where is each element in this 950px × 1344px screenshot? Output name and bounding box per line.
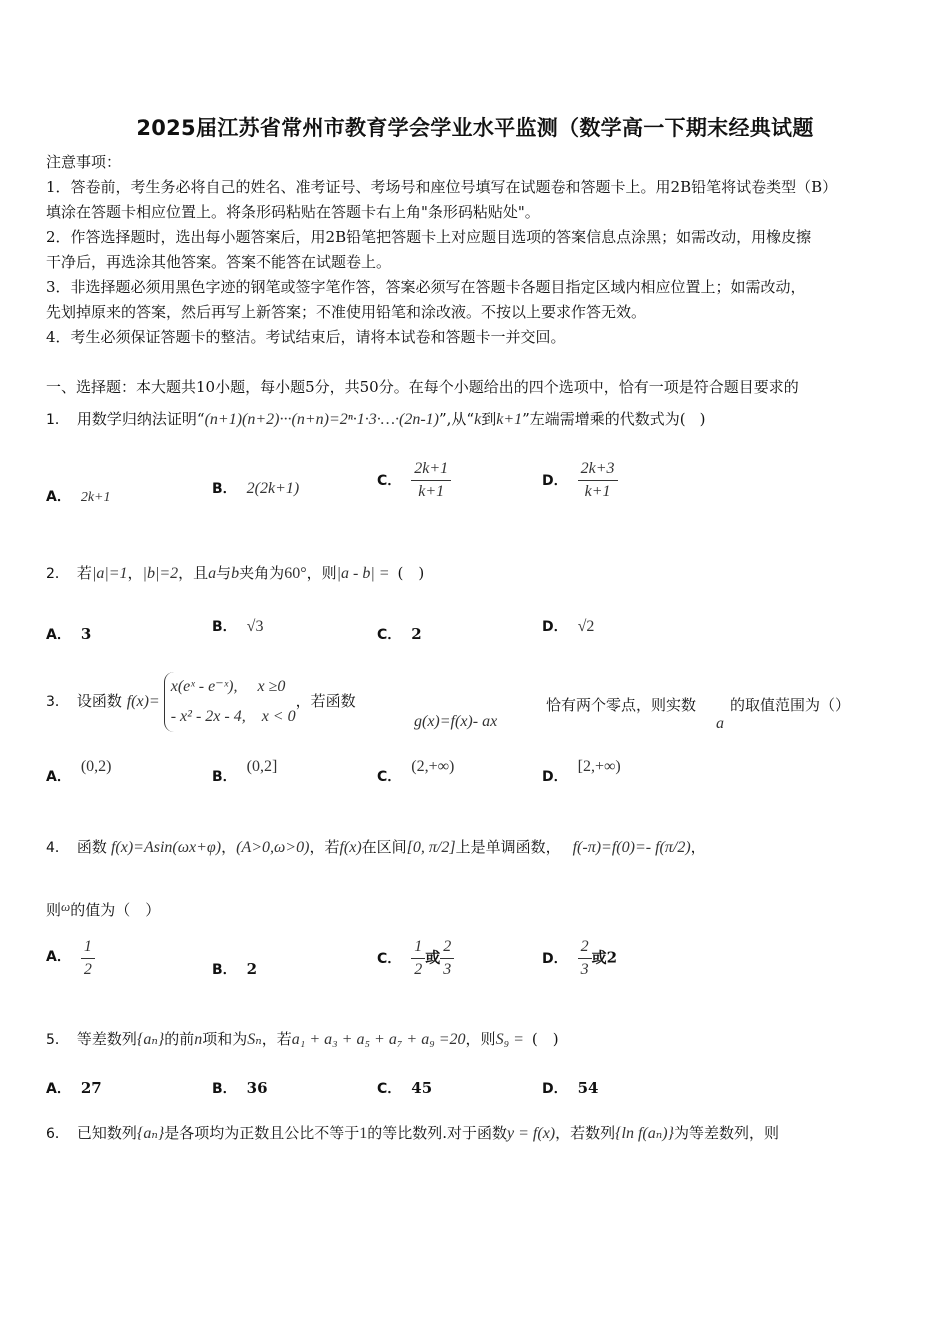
question-text: ，且 [178,564,209,582]
math-expression: (A>0,ω>0) [236,839,310,856]
option-value: 3 [80,625,92,643]
question-text: 到 [481,410,497,428]
denominator: 2 [83,961,92,978]
math-expression: {ln f(aₙ)} [615,1125,674,1142]
math-expression: y = f(x) [507,1125,556,1142]
fraction [411,936,425,981]
question-text: ”左端需增乘的代数式为( [522,410,686,428]
option-b [212,1078,268,1098]
question-text: 用数学归纳法证明“ [76,410,205,428]
option-label: B． [212,619,237,635]
denominator: 3 [443,961,452,978]
question-3 [46,672,356,732]
question-text: ”,从“ [439,410,475,428]
numerator: 2k+3 [578,458,618,481]
option-label: B． [212,769,237,785]
notice-line: 先划掉原来的答案，然后再写上新答案；不准使用铅笔和涂改液。不按以上要求作答无效。 [46,303,647,321]
question-text: 与 [216,564,232,582]
denominator: 2 [414,961,423,978]
option-value: 2 [411,625,422,643]
question-text: 等差数列 [76,1030,137,1048]
option-label: A． [46,769,71,785]
fraction [578,458,618,503]
option-label: C． [377,627,402,643]
math-expression: ω [61,899,71,914]
option-d [542,756,621,785]
option-value: 45 [411,1079,433,1097]
option-a [46,936,95,981]
question-number: 1． [46,412,69,428]
question-3-tail [546,694,696,715]
question-text: 是各项均为正数且公比不等于 [164,1124,360,1142]
question-text: ) [699,410,706,428]
math-expression: 60° [284,565,307,582]
math-expression: k [474,411,482,428]
math-expression: f(x) [339,839,362,856]
question-number: 5． [46,1032,69,1048]
question-1 [46,408,706,429]
option-label: B． [212,481,237,497]
question-text: ，若 [309,838,340,856]
question-number: 4． [46,840,69,856]
piecewise-function [164,672,296,732]
question-text: 的取值范围为（） [730,696,851,714]
denominator: k+1 [584,483,611,500]
math-expression: a [716,715,724,732]
math-expression: 1 [359,1125,368,1142]
option-a [46,486,111,506]
option-d [542,1078,599,1098]
option-value: 27 [80,1079,102,1097]
question-number: 6． [46,1126,69,1142]
option-b [212,616,263,636]
question-text: ，若 [261,1030,292,1048]
math-expression: Sₙ [247,1031,262,1048]
option-label: B． [212,1081,237,1097]
math-expression: f(-π)=f(0)=- f(π/2) [572,839,691,856]
option-label: D． [542,769,568,785]
option-d [542,616,594,636]
question-text: 已知数列 [76,1124,137,1142]
option-label: A． [46,489,71,505]
option-b [212,756,278,785]
option-c [377,1078,432,1098]
option-b [212,478,299,498]
option-label: D． [542,472,568,489]
option-value: 或 [591,948,607,967]
question-text: 的值为（ ） [70,901,161,919]
option-value: 2(2k+1) [246,480,300,497]
question-text: ， [690,838,706,856]
numerator: 1 [411,936,425,959]
math-expression: (n+1)(n+2)···(n+n)=2ⁿ·1·3·…·(2n-1) [204,411,439,428]
notice-line: 4．考生必须保证答题卡的整洁。考试结束后，请将本试卷和答题卡一并交回。 [46,328,566,346]
section-heading: 一、选择题：本大题共10小题，每小题5分，共50分。在每个小题给出的四个选项中，恰有一项是符合题目要求的 [46,378,799,396]
question-text: 在区间 [361,838,407,856]
option-label: D． [542,950,568,967]
math-expression: f(x)= [126,693,160,710]
option-c [377,936,454,981]
option-value: 2 [246,960,258,978]
question-4 [46,836,706,857]
question-text: ( ) [531,1030,559,1048]
option-label: A． [46,948,71,965]
fraction [411,458,451,503]
math-expression: a [208,565,217,582]
question-text: ，则 [465,1030,496,1048]
math-expression: a₁ + a₃ + a₅ + a₇ + a₉ =20 [291,1031,466,1048]
question-3-var [716,714,724,733]
question-text: ， [221,838,237,856]
option-a [46,624,91,644]
question-number: 3． [46,694,69,710]
question-4-line2 [46,899,160,920]
question-text: 若 [76,564,92,582]
math-expression: b [231,565,240,582]
math-expression: {aₙ} [136,1031,165,1048]
option-label: C． [377,769,402,785]
denominator: k+1 [418,483,445,500]
option-value: 54 [577,1079,599,1097]
option-value: [2,+∞) [577,758,621,775]
fraction [81,936,95,981]
page-title: 2025届江苏省常州市教育学会学业水平监测（数学高一下期末经典试题 [136,116,814,140]
notice-line: 干净后，再选涂其他答案。答案不能答在试题卷上。 [46,253,392,271]
question-2 [46,562,424,583]
option-value: 2k+1 [80,490,111,505]
option-label: B． [212,962,237,978]
question-text: ，若函数 [295,692,356,710]
option-value: (0,2] [246,758,278,775]
notice-line: 3．非选择题必须用黑色字迹的钢笔或签字笔作答，答案必须写在答题卡各题目指定区域内相应位置上；如需改动， [46,278,806,296]
option-value: 或 [425,948,441,967]
numerator: 2k+1 [411,458,451,481]
piecewise-row: x(eˣ - e⁻ˣ), x ≥0 [170,678,286,695]
option-c [377,624,422,644]
option-label: C． [377,950,402,967]
option-label: A． [46,627,71,643]
piecewise-row: - x² - 2x - 4, x < 0 [170,708,296,725]
numerator: 1 [81,936,95,959]
option-c [377,458,451,503]
question-text: 夹角为 [239,564,285,582]
question-text: 的前 [164,1030,195,1048]
math-expression: n [194,1031,203,1048]
question-text: 为等差数列，则 [673,1124,779,1142]
math-expression: f(x)=Asin(ωx+φ) [110,839,222,856]
question-text: ( ) [397,564,425,582]
question-text: ，若数列 [555,1124,616,1142]
question-3-g [414,712,497,731]
option-label: D． [542,619,568,635]
question-text: ，则 [306,564,337,582]
option-label: C． [377,472,402,489]
denominator: 3 [580,961,589,978]
question-5 [46,1028,559,1049]
math-expression: |b|=2 [142,565,179,582]
numerator: 2 [578,936,592,959]
option-d [542,936,617,981]
fraction [578,936,592,981]
option-value: 36 [246,1079,268,1097]
math-expression: {aₙ} [136,1125,165,1142]
option-d [542,458,618,503]
option-label: D． [542,1081,568,1097]
question-text: 设函数 [76,692,122,710]
math-expression: [0, π/2] [406,839,456,856]
math-expression: g(x)=f(x)- ax [414,713,498,730]
option-value: 2 [606,948,618,967]
math-expression: |a - b| = [336,565,390,582]
question-text: 函数 [76,838,107,856]
option-b [212,959,257,979]
question-text: 恰有两个零点，则实数 [546,696,697,714]
numerator: 2 [440,936,454,959]
option-value: (0,2) [80,758,112,775]
option-value: √3 [246,618,264,635]
question-text: ， [127,564,143,582]
notice-line: 填涂在答题卡相应位置上。将条形码粘贴在答题卡右上角"条形码粘贴处"。 [46,203,540,221]
question-6 [46,1122,779,1143]
question-text: 则 [46,901,62,919]
notice-line: 1．答卷前，考生务必将自己的姓名、准考证号、考场号和座位号填写在试题卷和答题卡上。用2B铅笔将试卷类型（B） [46,178,838,196]
option-value: (2,+∞) [411,758,455,775]
option-label: C． [377,1081,402,1097]
question-text: 上是单调函数， [455,838,561,856]
math-expression: |a|=1 [91,565,128,582]
option-label: A． [46,1081,71,1097]
question-text: 项和为 [202,1030,248,1048]
fraction [440,936,454,981]
question-3-end [730,694,850,715]
math-expression: k+1 [496,411,523,428]
option-a [46,1078,102,1098]
question-text: 的等比数列.对于函数 [367,1124,508,1142]
question-number: 2． [46,566,69,582]
option-value: √2 [577,618,595,635]
notice-line: 2．作答选择题时，选出每小题答案后，用2B铅笔把答题卡上对应题目选项的答案信息点涂黑；如需改动，用橡皮擦 [46,228,812,246]
math-expression: S₉ = [495,1031,524,1048]
notice-heading: 注意事项： [46,153,122,171]
option-a [46,756,112,785]
option-c [377,756,455,785]
